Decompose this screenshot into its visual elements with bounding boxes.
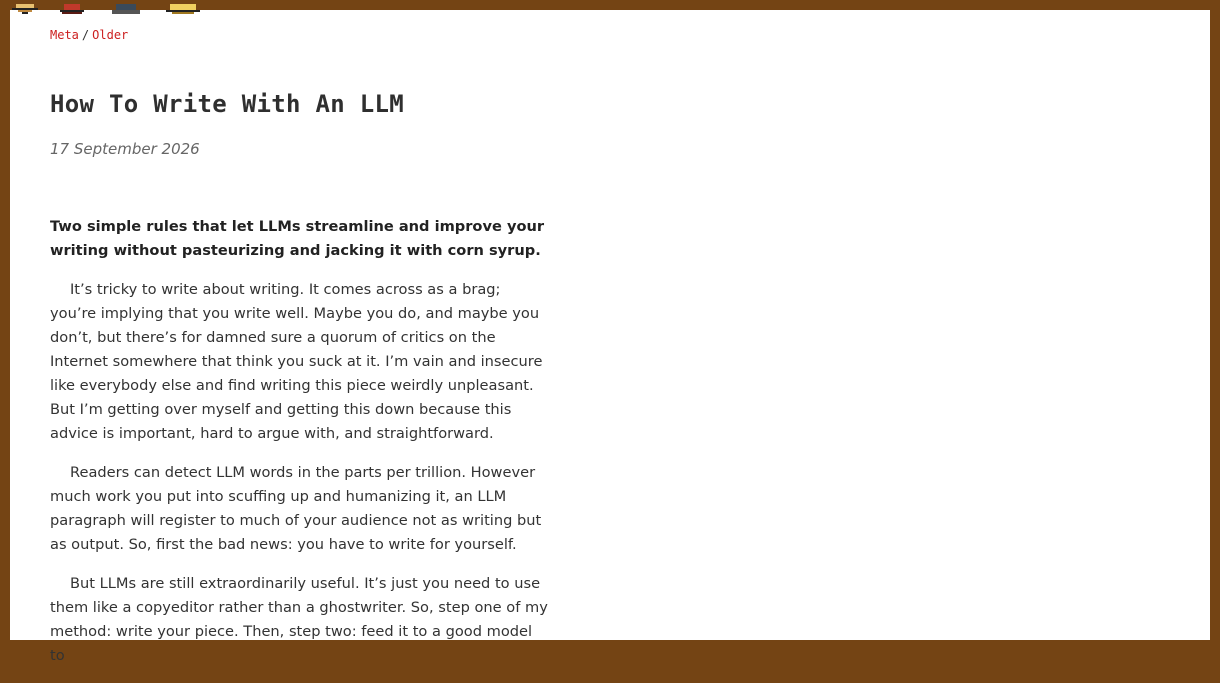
pixel-character-icon bbox=[110, 4, 142, 14]
breadcrumb-separator: / bbox=[81, 28, 90, 42]
post-paragraph: Readers can detect LLM words in the parts per trillion. However much work you put into scuffing up and humanizing it, an LLM paragraph will register to much of your audience not as writing but as output. So, first the bad news: you have to write for yourself. bbox=[50, 464, 542, 553]
post-paragraph: But LLMs are still extraordinarily useful. It’s just you need to use them like a copyeditor rather than a ghostwriter. So, step one of my method: write your piece. Then, step two: feed it to a good model to bbox=[50, 575, 548, 664]
post-body bbox=[50, 215, 550, 683]
pixel-character-icon bbox=[12, 4, 38, 14]
post-date: 17 September 2026 bbox=[50, 140, 200, 158]
pixel-character-icon bbox=[164, 4, 202, 14]
breadcrumb-link-older[interactable]: Older bbox=[92, 28, 129, 42]
breadcrumb-link-meta[interactable]: Meta bbox=[50, 28, 79, 42]
page bbox=[10, 10, 1210, 664]
post-paragraph: It’s tricky to write about writing. It comes across as a brag; you’re implying that you write well. Maybe you do, and maybe you don’t, but there’s for damned sure a quorum of critics on the Internet somewhere that think you suck at it. I’m vain and insecure like everybody else and find writing this piece weirdly unpleasant. But I’m getting over myself and getting this down because this advice is important, hard to argue with, and straightforward. bbox=[50, 281, 543, 442]
pixel-character-icon bbox=[56, 4, 88, 14]
post-title: How To Write With An LLM bbox=[50, 90, 404, 118]
breadcrumb bbox=[50, 27, 128, 43]
header-sprite-strip bbox=[10, 4, 230, 16]
post-lede: Two simple rules that let LLMs streamline and improve your writing without pasteurizing and jacking it with corn syrup. bbox=[50, 218, 545, 259]
